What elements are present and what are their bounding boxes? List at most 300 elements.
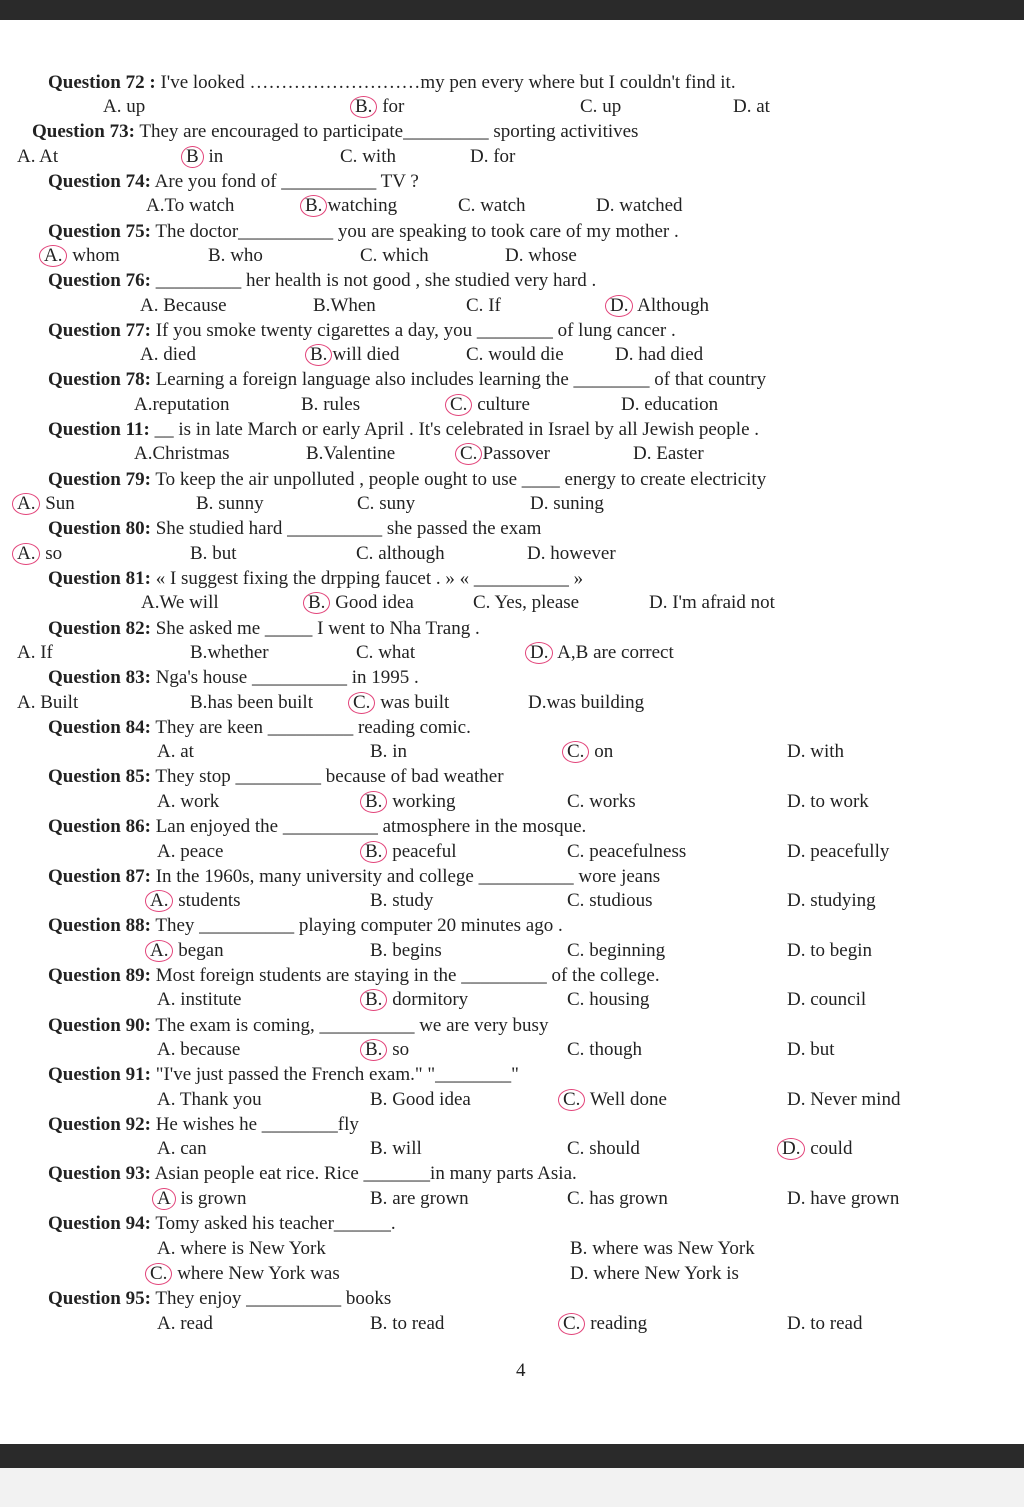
question-label: Question 81: bbox=[48, 568, 151, 589]
option-text: Well done bbox=[585, 1089, 667, 1110]
option-text: up bbox=[597, 96, 622, 117]
option-text: Valentine bbox=[323, 443, 396, 464]
answer-option bbox=[44, 245, 120, 267]
answer-option bbox=[146, 195, 234, 217]
answer-option bbox=[621, 394, 718, 416]
answer-option bbox=[567, 1138, 640, 1160]
question-20 bbox=[48, 1064, 519, 1086]
option-text: where is New York bbox=[175, 1238, 326, 1259]
question-1 bbox=[32, 121, 638, 143]
question-text: __ is in late March or early April . It's celebrated in Israel by all Jewish people . bbox=[149, 419, 759, 440]
answer-option bbox=[370, 1188, 469, 1210]
question-text: Learning a foreign language also includes learning the ________ of that country bbox=[150, 369, 767, 390]
question-text: They enjoy __________ books bbox=[150, 1288, 392, 1309]
answer-option bbox=[567, 1188, 668, 1210]
option-text: working bbox=[387, 791, 456, 812]
answer-option bbox=[370, 1313, 444, 1335]
question-2 bbox=[48, 171, 419, 193]
question-14 bbox=[48, 766, 504, 788]
option-text: At bbox=[35, 146, 59, 167]
option-letter: C. bbox=[360, 245, 378, 266]
option-text: beginning bbox=[584, 940, 666, 961]
option-letter: D. bbox=[733, 96, 752, 117]
option-letter: C. bbox=[567, 1188, 585, 1209]
option-text: whom bbox=[67, 245, 120, 266]
circled-answer-letter: A. bbox=[12, 543, 40, 565]
option-letter: C. bbox=[580, 96, 598, 117]
option-text: whether bbox=[207, 642, 269, 663]
answer-option bbox=[470, 146, 515, 168]
option-text: peace bbox=[175, 841, 224, 862]
circled-answer-letter: B. bbox=[360, 841, 387, 863]
question-text: She studied hard __________ she passed the exam bbox=[150, 518, 542, 539]
option-letter: B. bbox=[196, 493, 214, 514]
question-label: Question 79: bbox=[48, 469, 151, 490]
answer-option bbox=[340, 146, 396, 168]
option-text: peacefully bbox=[805, 841, 890, 862]
answer-option bbox=[787, 841, 889, 863]
option-letter: B. bbox=[370, 890, 388, 911]
option-letter: B. bbox=[301, 394, 319, 415]
answer-option bbox=[563, 1089, 667, 1111]
answer-option bbox=[473, 592, 579, 614]
answer-option bbox=[370, 1089, 471, 1111]
option-text: on bbox=[589, 741, 614, 762]
question-text: They stop _________ because of bad weather bbox=[150, 766, 504, 787]
answer-option bbox=[356, 543, 445, 565]
option-text: suny bbox=[374, 493, 416, 514]
answer-option bbox=[17, 146, 58, 168]
answer-option bbox=[733, 96, 770, 118]
circled-answer-letter: B. bbox=[305, 344, 332, 366]
answer-option bbox=[355, 96, 404, 118]
option-text: died bbox=[158, 344, 196, 365]
option-letter: C. bbox=[466, 344, 484, 365]
option-letter: D. bbox=[505, 245, 524, 266]
question-text: "I've just passed the French exam." "________" bbox=[150, 1064, 519, 1085]
option-letter: D. bbox=[787, 1188, 806, 1209]
option-text: Because bbox=[158, 295, 227, 316]
question-label: Question 90: bbox=[48, 1015, 151, 1036]
option-letter: C. bbox=[458, 195, 476, 216]
answer-option bbox=[787, 1089, 900, 1111]
question-label: Question 76: bbox=[48, 270, 151, 291]
option-text: however bbox=[545, 543, 616, 564]
bottom-edge bbox=[0, 1468, 1024, 1507]
answer-option bbox=[787, 989, 866, 1011]
question-10 bbox=[48, 568, 583, 590]
option-letter: C. bbox=[567, 1138, 585, 1159]
question-label: Question 82: bbox=[48, 618, 151, 639]
option-letter: B. bbox=[370, 1313, 388, 1334]
option-text: to read bbox=[805, 1313, 863, 1334]
question-label: Question 77: bbox=[48, 320, 151, 341]
answer-option bbox=[370, 890, 433, 912]
answer-option bbox=[528, 692, 644, 714]
circled-answer-letter: D. bbox=[605, 295, 633, 317]
option-letter: C. bbox=[466, 295, 484, 316]
answer-option bbox=[787, 1188, 899, 1210]
question-label: Question 92: bbox=[48, 1114, 151, 1135]
question-5 bbox=[48, 320, 676, 342]
answer-option bbox=[305, 195, 397, 217]
option-letter: C. bbox=[356, 543, 374, 564]
option-letter: B. bbox=[306, 443, 324, 464]
option-letter: A. bbox=[157, 1089, 176, 1110]
question-8 bbox=[48, 469, 766, 491]
question-23 bbox=[48, 1213, 396, 1235]
answer-option bbox=[787, 1313, 862, 1335]
option-text: should bbox=[584, 1138, 640, 1159]
question-label: Question 89: bbox=[48, 965, 151, 986]
option-text: with bbox=[805, 741, 845, 762]
option-text: housing bbox=[584, 989, 650, 1010]
option-text: Good idea bbox=[387, 1089, 471, 1110]
option-text: but bbox=[207, 543, 237, 564]
answer-option bbox=[17, 493, 75, 515]
option-text: are grown bbox=[387, 1188, 469, 1209]
option-letter: D. bbox=[621, 394, 640, 415]
answer-option bbox=[17, 692, 78, 714]
answer-option bbox=[150, 940, 224, 962]
option-text: sunny bbox=[213, 493, 264, 514]
answer-option bbox=[365, 1039, 409, 1061]
option-text: for bbox=[488, 146, 516, 167]
option-text: studious bbox=[584, 890, 653, 911]
circled-answer-letter: B. bbox=[303, 592, 330, 614]
option-text: at bbox=[751, 96, 770, 117]
option-text: dormitory bbox=[387, 989, 469, 1010]
question-text: Most foreign students are staying in the _________ of the college. bbox=[150, 965, 660, 986]
answer-option bbox=[157, 1313, 213, 1335]
circled-answer-letter: C. bbox=[348, 692, 375, 714]
option-text: where was New York bbox=[587, 1238, 755, 1259]
option-text: can bbox=[175, 1138, 207, 1159]
option-text: watch bbox=[475, 195, 526, 216]
option-letter: A. bbox=[146, 195, 165, 216]
answer-option bbox=[157, 791, 219, 813]
option-text: Easter bbox=[651, 443, 704, 464]
option-letter: C. bbox=[567, 841, 585, 862]
question-label: Question 72 : bbox=[48, 72, 156, 93]
question-text: They __________ playing computer 20 minutes ago . bbox=[150, 915, 563, 936]
question-label: Question 74: bbox=[48, 171, 151, 192]
option-letter: D. bbox=[787, 1039, 806, 1060]
option-letter: B. bbox=[313, 295, 331, 316]
option-text: to work bbox=[805, 791, 869, 812]
option-letter: A. bbox=[17, 642, 36, 663]
option-text: institute bbox=[175, 989, 242, 1010]
question-16 bbox=[48, 866, 660, 888]
question-text: In the 1960s, many university and college __________ wore jeans bbox=[150, 866, 661, 887]
option-text: If bbox=[483, 295, 501, 316]
option-letter: A. bbox=[134, 394, 153, 415]
question-text: The doctor__________ you are speaking to took care of my mother . bbox=[150, 221, 679, 242]
option-letter: D. bbox=[787, 890, 806, 911]
question-17 bbox=[48, 915, 563, 937]
option-letter: D. bbox=[527, 543, 546, 564]
answer-option bbox=[567, 841, 686, 863]
circled-answer-letter: C. bbox=[558, 1313, 585, 1335]
option-text: We will bbox=[159, 592, 219, 613]
top-border bbox=[0, 0, 1024, 20]
question-text: She asked me _____ I went to Nha Trang . bbox=[150, 618, 480, 639]
question-label: Question 80: bbox=[48, 518, 151, 539]
option-letter: D. bbox=[530, 493, 549, 514]
question-label: Question 73: bbox=[32, 121, 135, 142]
question-text: Tomy asked his teacher______. bbox=[150, 1213, 396, 1234]
answer-option bbox=[567, 890, 653, 912]
option-text: began bbox=[173, 940, 224, 961]
question-15 bbox=[48, 816, 586, 838]
answer-option bbox=[134, 394, 230, 416]
answer-option bbox=[356, 642, 415, 664]
question-19 bbox=[48, 1015, 548, 1037]
answer-option bbox=[596, 195, 683, 217]
circled-answer-letter: A. bbox=[39, 245, 67, 267]
answer-option bbox=[301, 394, 360, 416]
option-text: rules bbox=[318, 394, 361, 415]
option-text: is grown bbox=[175, 1188, 247, 1209]
answer-option bbox=[103, 96, 145, 118]
answer-option bbox=[787, 890, 876, 912]
answer-option bbox=[567, 989, 649, 1011]
option-text: When bbox=[330, 295, 376, 316]
question-text: The exam is coming, __________ we are very busy bbox=[150, 1015, 549, 1036]
option-text: to read bbox=[387, 1313, 445, 1334]
answer-option bbox=[157, 741, 194, 763]
question-12 bbox=[48, 667, 419, 689]
question-label: Question 88: bbox=[48, 915, 151, 936]
option-letter: D. bbox=[787, 1089, 806, 1110]
circled-answer-letter: B. bbox=[350, 96, 377, 118]
option-text: studying bbox=[805, 890, 876, 911]
option-letter: B. bbox=[370, 1188, 388, 1209]
circled-answer-letter: B. bbox=[300, 195, 327, 217]
question-label: Question 84: bbox=[48, 717, 151, 738]
option-text: suning bbox=[548, 493, 604, 514]
option-text: though bbox=[584, 1039, 642, 1060]
circled-answer-letter: B bbox=[181, 146, 204, 168]
option-letter: A. bbox=[103, 96, 122, 117]
circled-answer-letter: A. bbox=[12, 493, 40, 515]
option-text: so bbox=[387, 1039, 410, 1060]
answer-option bbox=[140, 295, 227, 317]
option-letter: C. bbox=[567, 940, 585, 961]
option-letter: B. bbox=[190, 642, 208, 663]
answer-option bbox=[787, 741, 844, 763]
answer-option bbox=[357, 493, 415, 515]
answer-option bbox=[787, 1039, 835, 1061]
answer-option bbox=[157, 841, 223, 863]
question-text: « I suggest fixing the drpping faucet . » « __________ » bbox=[150, 568, 584, 589]
option-text: has been built bbox=[207, 692, 313, 713]
answer-option bbox=[157, 1039, 240, 1061]
option-text: will died bbox=[332, 344, 400, 365]
question-text: Lan enjoyed the __________ atmosphere in the mosque. bbox=[150, 816, 587, 837]
question-label: Question 85: bbox=[48, 766, 151, 787]
option-text: was building bbox=[546, 692, 645, 713]
answer-option bbox=[17, 642, 53, 664]
circled-answer-letter: A bbox=[152, 1188, 176, 1210]
answer-option bbox=[787, 940, 872, 962]
option-letter: D. bbox=[787, 989, 806, 1010]
answer-option bbox=[190, 642, 269, 664]
answer-option bbox=[370, 741, 407, 763]
option-letter: C. bbox=[567, 890, 585, 911]
option-letter: C. bbox=[567, 989, 585, 1010]
circled-answer-letter: C. bbox=[562, 741, 589, 763]
option-letter: A. bbox=[157, 741, 176, 762]
answer-option bbox=[450, 394, 530, 416]
answer-option bbox=[365, 989, 468, 1011]
circled-answer-letter: D. bbox=[525, 642, 553, 664]
option-letter: D. bbox=[787, 741, 806, 762]
question-6 bbox=[48, 369, 766, 391]
option-letter: D. bbox=[633, 443, 652, 464]
answer-option bbox=[460, 443, 550, 465]
answer-option bbox=[150, 890, 241, 912]
answer-option bbox=[157, 1238, 326, 1260]
option-text: works bbox=[584, 791, 636, 812]
option-letter: C. bbox=[567, 791, 585, 812]
question-9 bbox=[48, 518, 541, 540]
circled-answer-letter: B. bbox=[360, 1039, 387, 1061]
option-text: at bbox=[175, 741, 194, 762]
question-18 bbox=[48, 965, 660, 987]
question-text: They are encouraged to participate_________ sporting activitives bbox=[134, 121, 639, 142]
question-label: Question 93: bbox=[48, 1163, 151, 1184]
option-letter: C. bbox=[356, 642, 374, 663]
answer-option bbox=[580, 96, 621, 118]
option-letter: D. bbox=[649, 592, 668, 613]
answer-option bbox=[157, 1188, 246, 1210]
question-text: If you smoke twenty cigarettes a day, you ________ of lung cancer . bbox=[150, 320, 676, 341]
option-text: in bbox=[203, 146, 224, 167]
option-text: Passover bbox=[482, 443, 550, 464]
answer-option bbox=[649, 592, 775, 614]
option-text: has grown bbox=[584, 1188, 668, 1209]
answer-option bbox=[505, 245, 577, 267]
question-11 bbox=[48, 618, 480, 640]
option-text: where New York was bbox=[172, 1263, 340, 1284]
option-letter: A. bbox=[157, 791, 176, 812]
option-letter: B. bbox=[570, 1238, 588, 1259]
option-text: Christmas bbox=[152, 443, 230, 464]
question-label: Question 94: bbox=[48, 1213, 151, 1234]
option-letter: B. bbox=[190, 543, 208, 564]
option-letter: D. bbox=[596, 195, 615, 216]
option-text: whose bbox=[523, 245, 577, 266]
answer-option bbox=[570, 1238, 755, 1260]
answer-option bbox=[150, 1263, 340, 1285]
answer-option bbox=[633, 443, 704, 465]
answer-option bbox=[610, 295, 709, 317]
option-letter: D. bbox=[615, 344, 634, 365]
answer-option bbox=[365, 791, 456, 813]
option-text: where New York is bbox=[588, 1263, 739, 1284]
answer-option bbox=[782, 1138, 852, 1160]
option-text: had died bbox=[633, 344, 704, 365]
answer-option bbox=[208, 245, 263, 267]
answer-option bbox=[134, 443, 230, 465]
answer-option bbox=[530, 642, 674, 664]
option-letter: B. bbox=[190, 692, 208, 713]
option-letter: C. bbox=[473, 592, 491, 613]
answer-option bbox=[190, 692, 313, 714]
answer-option bbox=[370, 1138, 422, 1160]
option-letter: A. bbox=[134, 443, 153, 464]
option-letter: A. bbox=[141, 592, 160, 613]
option-text: so bbox=[40, 543, 63, 564]
answer-option bbox=[567, 791, 636, 813]
page-number: 4 bbox=[516, 1360, 526, 1381]
question-24 bbox=[48, 1288, 391, 1310]
option-letter: A. bbox=[157, 841, 176, 862]
option-text: to begin bbox=[805, 940, 872, 961]
option-letter: D. bbox=[787, 791, 806, 812]
question-text: _________ her health is not good , she studied very hard . bbox=[150, 270, 597, 291]
option-text: reading bbox=[585, 1313, 648, 1334]
option-text: which bbox=[377, 245, 429, 266]
option-letter: C. bbox=[340, 146, 358, 167]
option-letter: A. bbox=[157, 1138, 176, 1159]
answer-option bbox=[157, 989, 241, 1011]
option-text: education bbox=[639, 394, 719, 415]
question-label: Question 95: bbox=[48, 1288, 151, 1309]
question-21 bbox=[48, 1114, 359, 1136]
question-3 bbox=[48, 221, 679, 243]
option-letter: A. bbox=[157, 1039, 176, 1060]
option-letter: B. bbox=[370, 1089, 388, 1110]
answer-option bbox=[530, 493, 604, 515]
option-text: watched bbox=[614, 195, 683, 216]
answer-option bbox=[466, 344, 564, 366]
answer-option bbox=[196, 493, 264, 515]
circled-answer-letter: B. bbox=[360, 791, 387, 813]
option-text: work bbox=[175, 791, 220, 812]
option-text: To watch bbox=[164, 195, 235, 216]
question-7 bbox=[48, 419, 759, 441]
option-letter: C. bbox=[357, 493, 375, 514]
option-text: If bbox=[35, 642, 53, 663]
answer-option bbox=[466, 295, 501, 317]
circled-answer-letter: C. bbox=[145, 1263, 172, 1285]
option-text: but bbox=[805, 1039, 835, 1060]
option-text: up bbox=[121, 96, 146, 117]
answer-option bbox=[140, 344, 196, 366]
option-text: although bbox=[373, 543, 445, 564]
answer-option bbox=[157, 1089, 262, 1111]
answer-option bbox=[458, 195, 526, 217]
answer-option bbox=[141, 592, 219, 614]
option-letter: B. bbox=[208, 245, 226, 266]
option-letter: D. bbox=[528, 692, 547, 713]
question-text: Are you fond of __________ TV ? bbox=[150, 171, 419, 192]
option-text: would die bbox=[483, 344, 564, 365]
option-letter: A. bbox=[157, 1313, 176, 1334]
option-letter: C. bbox=[567, 1039, 585, 1060]
option-text: reputation bbox=[152, 394, 230, 415]
circled-answer-letter: D. bbox=[777, 1138, 805, 1160]
question-text: To keep the air unpolluted , people ought to use ____ energy to create electricity bbox=[150, 469, 767, 490]
question-13 bbox=[48, 717, 471, 739]
option-text: Sun bbox=[40, 493, 75, 514]
question-text: Nga's house __________ in 1995 . bbox=[150, 667, 419, 688]
answer-option bbox=[308, 592, 414, 614]
question-text: They are keen _________ reading comic. bbox=[150, 717, 471, 738]
option-text: begins bbox=[387, 940, 442, 961]
